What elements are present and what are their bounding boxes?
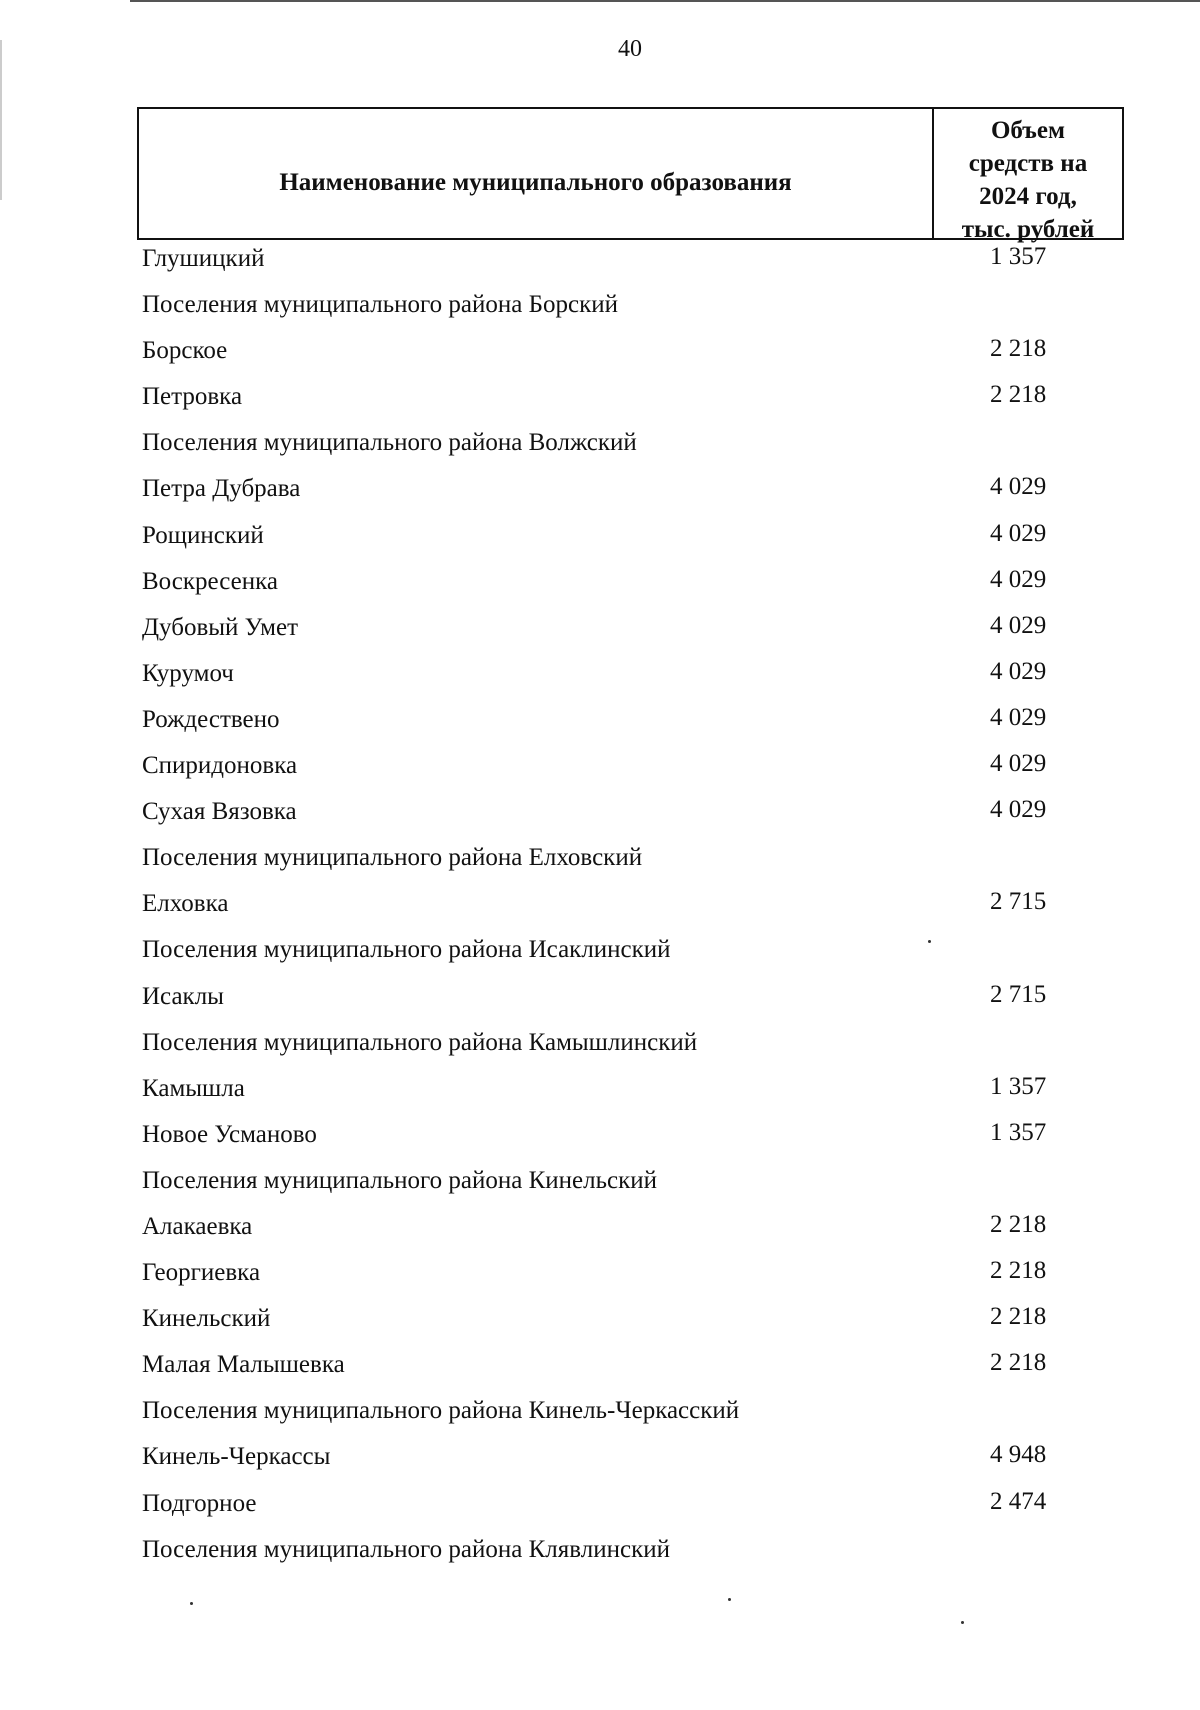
table-row bbox=[0, 1436, 1200, 1482]
table-row bbox=[0, 1206, 1200, 1252]
table-group-row bbox=[0, 422, 1200, 468]
table-group-row bbox=[0, 929, 1200, 975]
row-name: Поселения муниципального района Кинельский bbox=[142, 1166, 658, 1194]
row-value: 2 218 bbox=[990, 1210, 1047, 1238]
row-name: Кинельский bbox=[142, 1305, 271, 1333]
row-name: Рождествено bbox=[142, 705, 280, 733]
row-name: Поселения муниципального района Клявлинский bbox=[142, 1535, 670, 1563]
table-group-row bbox=[0, 1529, 1200, 1575]
table-group-row bbox=[0, 837, 1200, 883]
table-row bbox=[0, 376, 1200, 422]
scan-top-border bbox=[130, 0, 1200, 2]
row-value: 4 948 bbox=[990, 1441, 1047, 1469]
table-row bbox=[0, 1068, 1200, 1114]
row-value: 4 029 bbox=[990, 703, 1047, 731]
table-row bbox=[0, 1114, 1200, 1160]
table-row bbox=[0, 699, 1200, 745]
row-value: 1 357 bbox=[990, 1118, 1047, 1146]
row-name: Борское bbox=[142, 337, 228, 365]
row-name: Поселения муниципального района Борский bbox=[142, 291, 618, 319]
row-name: Исаклы bbox=[142, 982, 224, 1010]
page-number: 40 bbox=[618, 36, 642, 62]
row-name: Поселения муниципального района Исаклинский bbox=[142, 936, 671, 964]
table-group-row bbox=[0, 1390, 1200, 1436]
row-name: Спиридоновка bbox=[142, 752, 298, 780]
row-name: Дубовый Умет bbox=[142, 613, 299, 641]
row-name: Кинель-Черкассы bbox=[142, 1443, 331, 1471]
table-row bbox=[0, 468, 1200, 514]
table-row bbox=[0, 515, 1200, 561]
scan-left-edge bbox=[0, 40, 2, 200]
header-name-column: Наименование муниципального образования bbox=[139, 109, 934, 238]
table-group-row bbox=[0, 284, 1200, 330]
scan-speck bbox=[190, 1602, 193, 1605]
table-row bbox=[0, 238, 1200, 284]
row-name: Камышла bbox=[142, 1074, 245, 1102]
scan-speck bbox=[728, 1598, 731, 1601]
row-value: 2 218 bbox=[990, 1349, 1047, 1377]
table-row bbox=[0, 330, 1200, 376]
table-group-row bbox=[0, 1022, 1200, 1068]
scan-speck bbox=[928, 940, 931, 943]
table-row bbox=[0, 1483, 1200, 1529]
table-row bbox=[0, 791, 1200, 837]
row-value: 2 218 bbox=[990, 335, 1047, 363]
row-value: 2 715 bbox=[990, 980, 1047, 1008]
table-row bbox=[0, 883, 1200, 929]
row-name: Рощинский bbox=[142, 521, 264, 549]
row-value: 2 715 bbox=[990, 888, 1047, 916]
row-name: Георгиевка bbox=[142, 1259, 261, 1287]
row-value: 2 218 bbox=[990, 1257, 1047, 1285]
row-name: Поселения муниципального района Кинель-Черкасский bbox=[142, 1397, 740, 1425]
table-row bbox=[0, 607, 1200, 653]
row-name: Малая Малышевка bbox=[142, 1351, 345, 1379]
table-row bbox=[0, 976, 1200, 1022]
row-value: 2 474 bbox=[990, 1487, 1047, 1515]
row-value: 4 029 bbox=[990, 473, 1047, 501]
table-row bbox=[0, 1344, 1200, 1390]
table-row bbox=[0, 653, 1200, 699]
row-name: Поселения муниципального района Елховский bbox=[142, 844, 643, 872]
table-row bbox=[0, 1252, 1200, 1298]
row-name: Глушицкий bbox=[142, 245, 265, 272]
row-value: 1 357 bbox=[990, 1072, 1047, 1100]
row-value: 1 357 bbox=[990, 243, 1047, 270]
row-value: 4 029 bbox=[990, 519, 1047, 547]
table-header bbox=[137, 107, 1124, 243]
row-value: 4 029 bbox=[990, 611, 1047, 639]
row-value: 4 029 bbox=[990, 750, 1047, 778]
row-value: 2 218 bbox=[990, 381, 1047, 409]
row-value: 4 029 bbox=[990, 565, 1047, 593]
row-name: Петровка bbox=[142, 383, 243, 411]
table-group-row bbox=[0, 1160, 1200, 1206]
row-name: Петра Дубрава bbox=[142, 475, 301, 503]
table-row bbox=[0, 561, 1200, 607]
table-row bbox=[0, 745, 1200, 791]
row-name: Курумоч bbox=[142, 659, 234, 687]
row-name: Алакаевка bbox=[142, 1212, 253, 1240]
row-value: 4 029 bbox=[990, 657, 1047, 685]
row-value: 2 218 bbox=[990, 1303, 1047, 1331]
row-value: 4 029 bbox=[990, 796, 1047, 824]
table-row bbox=[0, 1298, 1200, 1344]
row-name: Елховка bbox=[142, 890, 229, 918]
row-name: Поселения муниципального района Волжский bbox=[142, 429, 637, 457]
row-name: Сухая Вязовка bbox=[142, 798, 297, 826]
header-volume-column: Объем средств на 2024 год, тыс. рублей bbox=[961, 117, 1095, 243]
table-body bbox=[0, 238, 1200, 1575]
row-name: Воскресенка bbox=[142, 567, 278, 595]
scan-speck bbox=[961, 1621, 964, 1624]
row-name: Поселения муниципального района Камышлинский bbox=[142, 1028, 698, 1056]
row-name: Новое Усманово bbox=[142, 1120, 317, 1148]
row-name: Подгорное bbox=[142, 1489, 257, 1517]
